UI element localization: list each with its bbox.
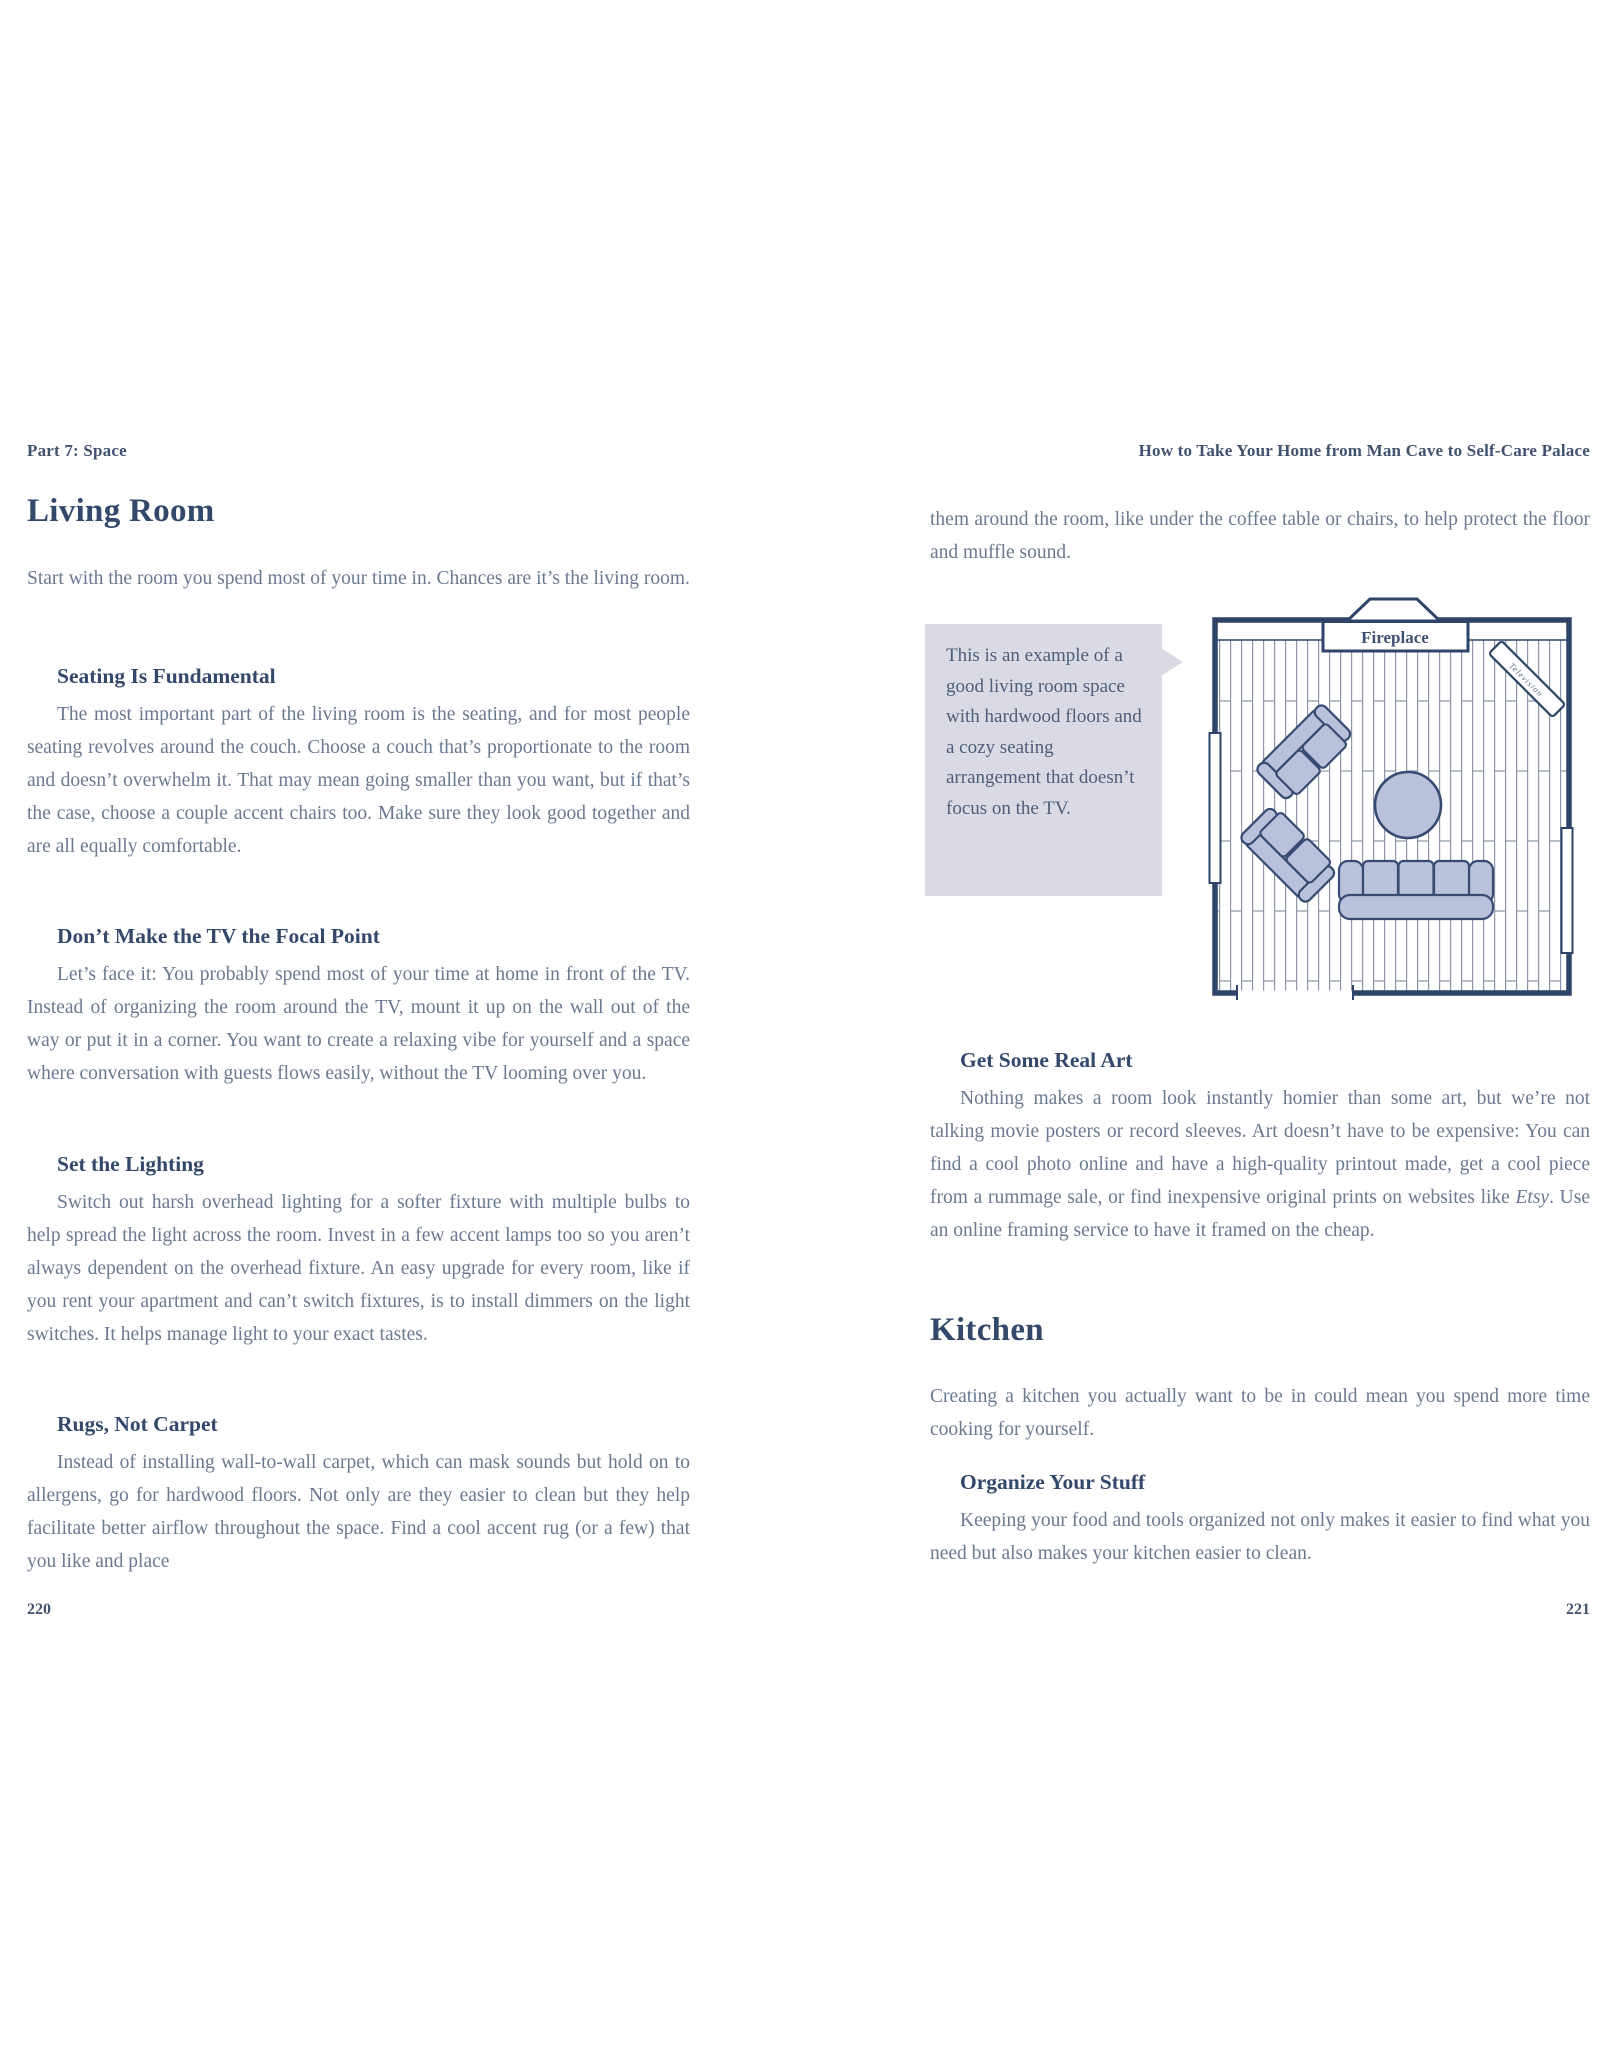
kitchen-title: Kitchen xyxy=(930,1312,1044,1348)
paragraph-art xyxy=(930,1082,1590,1247)
living-room-floor-plan xyxy=(1208,596,1574,1004)
paragraph-art-text: Nothing makes a room look instantly homier than some art, but we’re not talking movie posters or record sleeves. Art doesn’t have to be expensive: You can find a cool photo online and have a high-quality printout made, get a cool piece from a rummage sale, or find inexpensive original prints on websites like xyxy=(930,1088,1590,1208)
tv-label: Television xyxy=(1507,660,1546,699)
paragraph-organize: Keeping your food and tools organized not only makes it easier to find what you need but also makes your kitchen easier to clean. xyxy=(930,1510,1590,1564)
fireplace-chimney xyxy=(1347,599,1440,621)
etsy-italic: Etsy xyxy=(1515,1187,1550,1208)
coffee-table xyxy=(1375,772,1441,838)
paragraph-seating: The most important part of the living room is the seating, and for most people seating revolves around the couch. Choose a couch that’s proportionate to the room and doesn’t overwhelm it. That may mean going smaller than you want, but if that’s the case, choose a couple accent chairs too. Make sure they look good together and are all equally comfortable. xyxy=(27,704,690,857)
couch xyxy=(1339,861,1493,919)
paragraph-rugs: Instead of installing wall-to-wall carpet, which can mask sounds but hold on to allergens, go for hardwood floors. Not only are they easier to clean but they help facilitate better airflow throughout the space. Find a cool accent rug (or a few) that you like and place xyxy=(27,1452,690,1572)
right-page-number: 221 xyxy=(1566,1601,1590,1618)
heading-tv-focal-point: Don’t Make the TV the Focal Point xyxy=(57,924,380,948)
left-page-number: 220 xyxy=(27,1601,51,1618)
heading-set-the-lighting: Set the Lighting xyxy=(57,1152,204,1176)
left-running-head: Part 7: Space xyxy=(27,441,127,460)
right-running-head: How to Take Your Home from Man Cave to Self-Care Palace xyxy=(1138,441,1590,460)
fireplace-label: Fireplace xyxy=(1361,628,1429,647)
floor-plan-callout xyxy=(925,624,1162,896)
living-room-intro: Start with the room you spend most of your time in. Chances are it’s the living room. xyxy=(27,568,690,589)
floor-plan-callout-text: This is an example of a good living room space with hardwood floors and a cozy seating arrangement that doesn’t focus on the TV. xyxy=(946,645,1142,819)
left-page xyxy=(27,0,690,2048)
heading-rugs-not-carpet: Rugs, Not Carpet xyxy=(57,1412,218,1436)
paragraph-rugs-continued: them around the room, like under the coffee table or chairs, to help protect the floor and muffle sound. xyxy=(930,509,1590,563)
heading-seating-is-fundamental: Seating Is Fundamental xyxy=(57,664,276,688)
right-page xyxy=(930,0,1590,2048)
living-room-title: Living Room xyxy=(27,493,215,529)
paragraph-art-text-end: . Use an online framing service to have it framed on the cheap. xyxy=(930,1187,1590,1241)
paragraph-lighting: Switch out harsh overhead lighting for a softer fixture with multiple bulbs to help spread the light across the room. Invest in a few accent lamps too so you aren’t always dependent on the overhead fixture. An easy upgrade for every room, like if you rent your apartment and can’t switch fixtures, is to install dimmers on the light switches. It helps manage light to your exact tastes. xyxy=(27,1192,690,1345)
kitchen-intro: Creating a kitchen you actually want to be in could mean you spend more time cooking for yourself. xyxy=(930,1386,1590,1440)
left-wall-window xyxy=(1210,733,1221,883)
heading-get-some-real-art: Get Some Real Art xyxy=(960,1048,1133,1072)
paragraph-tv: Let’s face it: You probably spend most of your time at home in front of the TV. Instead of organizing the room around the TV, mount it up on the wall out of the way or put it in a corner. You want to create a relaxing vibe for yourself and a space where conversation with guests flows easily, without the TV looming over you. xyxy=(27,964,690,1084)
heading-organize-your-stuff: Organize Your Stuff xyxy=(960,1470,1146,1494)
right-wall-window xyxy=(1562,828,1573,953)
